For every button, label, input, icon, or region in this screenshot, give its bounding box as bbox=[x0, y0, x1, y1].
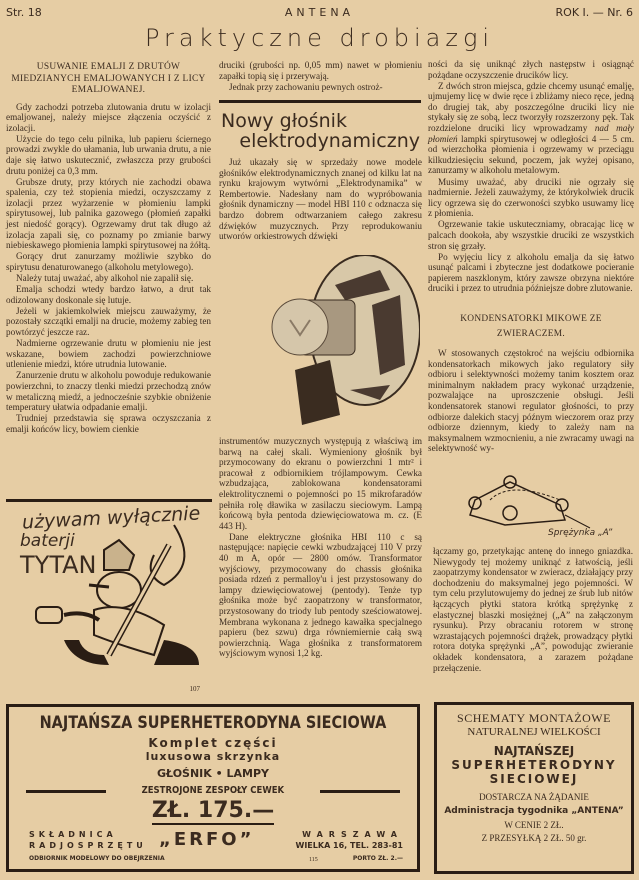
ad-shop-line: SKŁADNICA bbox=[29, 830, 117, 839]
paragraph: Jednak przy zachowaniu pewnych ostroż- bbox=[229, 81, 383, 92]
section-heading: USUWANIE EMALJI Z DRUTÓW MIEDZIANYCH EMALJOWANYCH I Z LICY EMALJOWANEJ. bbox=[11, 62, 206, 95]
paragraph: Dane elektryczne głośnika HBI 110 c są następujące: napięcie cewki wzbudzającej 110 V przy 40 m A, opór — 2800 omów. Transformator wyjściowy, przymocowany do chassis głośnika posiada rdzeń z permalloy'u i jest przystosowany do lampy dziewięciowatowej (pentody). Tenże typ głośnika może być zaopatrzony w transformator, przystosowany do triody lub pentody sześciowatowej. Membrana wykonana z jednego kawałka specjalnego papieru (bez szwu) drga równiemiernie całą swą powierzchnią. Waga głośnika z transformatorem wyjściowym wynosi 1,2 kg. bbox=[219, 531, 422, 659]
ad-line: Administracja tygodnika „ANTENA” bbox=[444, 806, 624, 816]
ad-line: DOSTARCZA NA ŻĄDANIE bbox=[479, 792, 589, 802]
ad-line: SCHEMATY MONTAŻOWE bbox=[457, 711, 611, 725]
ad-slogan: używam wyłącznie bbox=[21, 502, 201, 534]
paragraph: W stosowanych częstokroć na wejściu odbiornika kondensatorkach mikowych jako regulatory siły odbioru i selektywności możemy tanim kosztem oraz minimalnym nakładem pracy wykonać urządzenie, pozwalające na uproszczenie obsługi. Jeśli kondensatorek stanowi regulator głośności, to przy odbiorze dalekich stacyj późnym wieczorem oraz przy odbiorze dziennym, kiedy to zależy nam na maksymalnem wzmocnieniu, a nie zwracamy uwagi na selektywność wy- bbox=[428, 348, 634, 454]
ad-line: ZESTROJONE ZESPOŁY CEWEK bbox=[141, 785, 285, 796]
divider bbox=[26, 790, 106, 793]
emphasis: nad mały płomień bbox=[428, 123, 634, 144]
page-number: Str. 18 bbox=[6, 6, 42, 19]
ad-line: NAJTAŃSZEJ bbox=[493, 744, 575, 758]
paragraph: Już ukazały się w sprzedaży nowe modele głośników elektrodynamicznych znanej od kilku lat na rynku krajowym wytwórni „Elektrodynamika” w Rembertowie. Nadesłany nam do wypróbowania głośnik dynamiczny — model HBI 110 c odznacza się bardzo dobrem odtwarzaniem całego zakresu dźwięków muzycznych. Przy reprodukowaniu utworów orkiestrowych dźwięki bbox=[219, 157, 422, 242]
capacitor-spring-drawing bbox=[450, 470, 600, 535]
loudspeaker-photo bbox=[240, 255, 420, 430]
speaker-article-body bbox=[219, 436, 422, 659]
paragraph: Grubsze druty, przy których nie zachodzi obawa spalenia, czy też stopienia miedzi, oczyszczamy z izolacji przez wyżarzenie w płomieniu lampki spirytusowej, lub palnika gazowego (płomień zapałki jest niedość gorący). Ogrzewamy drut tak długo aż izolacja zapali się, co poznamy po zmianie barwy niebieskawego płomienia lampki spirytusowej na żółtą. bbox=[6, 176, 211, 251]
paragraph: Gorący drut zanurzamy możliwie szybko do spirytusu denaturowanego (alkoholu metylowego). bbox=[6, 251, 211, 272]
issue-number: ROK I. — Nr. 6 bbox=[555, 6, 633, 19]
schematy-ad bbox=[434, 702, 634, 874]
ad-line: Z PRZESYŁKĄ 2 ZŁ. 50 gr. bbox=[481, 833, 587, 843]
ad-brand: TYTAN bbox=[20, 551, 97, 579]
ad-price: ZŁ. 175.— bbox=[151, 798, 275, 823]
ad-line: W CENIE 2 ZŁ. bbox=[504, 820, 564, 830]
section-heading: KONDENSATORKI MIKOWE ZE ZWIERACZEM. bbox=[460, 314, 602, 340]
divider bbox=[219, 100, 421, 103]
ad-shop-line: RADJOSPRZĘTU bbox=[29, 841, 147, 850]
paragraph: Musimy uważać, aby druciki nie ogrzały się nadmiernie. Jeżeli zauważymy, że którykolwiek drucik licy ogrzewa się do czerwoności szybko usuwamy licę z płomienia. bbox=[428, 176, 634, 219]
soldier-cartoon-icon bbox=[24, 515, 204, 675]
text: lampki spirytusowej w odległości 4 — 5 cm. od wierzchołka płomienia i ogrzewamy w przeciągu kilkudziesięciu sekund, poczem, jak wyżej opisano, zanurzamy w alkoholu metalowym. bbox=[428, 133, 634, 176]
ad-line: GŁOŚNIK • LAMPY bbox=[157, 767, 269, 780]
text: Z dwóch stron miejsca, gdzie chcemy usunąć emalję, ujmujemy licę w dwie ręce i zbliżamy nieco ręce, jedną do drugiej tak, aby poszczególne druciki licy nie stykały się ze sobą, lecz tworzyły rozszerzony pęk. Tak rozdzielone druciki licy wprowadzamy bbox=[428, 80, 634, 134]
ad-footer: ODBIORNIK MODELOWY DO OBEJRZENIA bbox=[29, 855, 165, 862]
paragraph: druciki (grubości np. 0,05 mm) nawet w płomieniu zapałki topią się i przerywają. bbox=[219, 60, 422, 81]
divider bbox=[6, 499, 212, 502]
paragraph: instrumentów muzycznych występują z właściwą im barwą na całej skali. Wymieniony głośnik był przymocowany do ekranu o powierzchni 1 mtr² i pracował z odbiornikiem trójlampowym. Cewka wzbudzająca, zablokowana kondensatorami elektrolitycznemi o pojemności po 15 mikrofaradów pełniła rolę dławika w zasilaczu sieciowym. Lampą końcową była pentoda dziewięciowatowa m. cz. (E 443 H). bbox=[219, 436, 422, 531]
column-2-continuation bbox=[219, 60, 422, 92]
ad-street: WIELKA 16, TEL. 283-81 bbox=[295, 841, 403, 850]
article-title-line1: Nowy głośnik bbox=[221, 110, 347, 132]
article-title-line2: elektrodynamiczny bbox=[239, 130, 420, 152]
column-3-article bbox=[428, 59, 634, 454]
ad-number: 107 bbox=[189, 685, 200, 693]
paragraph: Ogrzewanie takie uskuteczniamy, obracając licę w palcach dookoła, aby wszystkie druciki ze wszystkich stron się grzały. bbox=[428, 219, 634, 251]
ad-shop bbox=[29, 829, 147, 851]
ad-line: SIECIOWEJ bbox=[489, 772, 579, 786]
paragraph: Użycie do tego celu pilnika, lub papieru ściernego prowadzi zwykle do ułamania, lub urwania drutu, a nie daje się łatwo uskutecznić, zwłaszcza przy grubości drutu poniżej ca 0,3 mm. bbox=[6, 133, 211, 176]
paragraph: Trudniej przedstawia się sprawa oczyszczania z emalji końców licy, bowiem cienkie bbox=[6, 413, 211, 434]
tytan-battery-ad bbox=[6, 502, 212, 700]
paragraph: Należy tutaj uważać, aby alkohol nie zapalił się. bbox=[16, 273, 194, 283]
figure-caption: Sprężynka „A” bbox=[548, 528, 613, 538]
paragraph: Jeżeli w jakiemkolwiek miejscu zauważymy, że pozostały szczątki emalji na drucie, możemy zabieg ten powtórzyć jeszcze raz. bbox=[6, 305, 211, 337]
paragraph: Zanurzenie drutu w alkoholu powoduje redukowanie powierzchni, to znaczy tlenki miedzi przechodzą znów w metaliczną miedź, a jednocześnie szybkie obniżenie temperatury ułatwia odpadanie emalji. bbox=[6, 370, 211, 413]
paragraph: Emalja schodzi wtedy bardzo łatwo, a drut tak odizolowany doskonale się lutuje. bbox=[6, 284, 211, 305]
ad-slogan-2: baterji bbox=[20, 531, 75, 551]
ad-line: NATURALNEJ WIELKOŚCI bbox=[467, 726, 601, 738]
paragraph bbox=[428, 81, 634, 176]
ad-postage: PORTO ZŁ. 2.— bbox=[352, 855, 403, 862]
ad-address bbox=[296, 829, 404, 851]
ad-brand: „ERFO” bbox=[159, 829, 255, 850]
ad-headline: NAJTAŃSZA SUPERHETERODYNA SIECIOWA bbox=[39, 713, 387, 733]
page-title: Praktyczne drobiazgi bbox=[144, 24, 495, 52]
ad-line: SUPERHETERODYNY bbox=[451, 758, 617, 772]
magazine-name: ANTENA bbox=[284, 6, 355, 19]
erfo-superheterodyne-ad bbox=[6, 704, 420, 872]
ad-city: WARSZAWA bbox=[302, 830, 403, 839]
speaker-article-intro bbox=[219, 157, 422, 242]
ad-line: Komplet części bbox=[148, 736, 278, 750]
paragraph: Po wyjęciu licy z alkoholu emalja da się łatwo usunąć palcami i zbyteczne jest dodatkowe pocieranie papierem naszklonym, który zawsze obrzyna niektóre druciki i przez to utrudnia późniejsze dobre zlutowanie. bbox=[428, 251, 634, 294]
column-1-article bbox=[6, 62, 211, 434]
ad-line: luxusowa skrzynka bbox=[145, 750, 281, 763]
paragraph: Nadmierne ogrzewanie drutu w płomieniu nie jest wskazane, bowiem zachodzi powierzchniowe utlenienie miedzi, które utrudnia lutowanie. bbox=[6, 338, 211, 370]
column-3-continuation bbox=[433, 546, 633, 673]
paragraph: łączamy go, przetykając antenę do innego gniazdka. Niewygody tej możemy uniknąć z łatwością, jeśli zaopatrzymy kondensator w zwieracz, działający przy dochodzeniu do maksymalnej jego pojemności. W tym celu przylutowujemy do jednej ze śrub lub nitów łączących płytki statora krótką sprężynkę z elastycznej blaszki mosiężnej („A” na załączonym rysunku). Przy obracaniu rotorem w stronę wzrastających pojemności drążek, prowadzący płytki rotora dotyka sprężynki „A”, powodując zwieranie okładek kondensatora, a zarazem pożądane przełączenie. bbox=[433, 546, 633, 673]
ad-number: 115 bbox=[309, 857, 318, 863]
paragraph: Gdy zachodzi potrzeba zlutowania drutu w izolacji emaljowanej, należy miejsce złączenia oczyścić z izolacji. bbox=[6, 101, 211, 133]
divider bbox=[320, 790, 400, 793]
paragraph: ności da się uniknąć złych następstw i osiągnąć pożądane oczyszczenie drucików licy. bbox=[428, 59, 634, 80]
